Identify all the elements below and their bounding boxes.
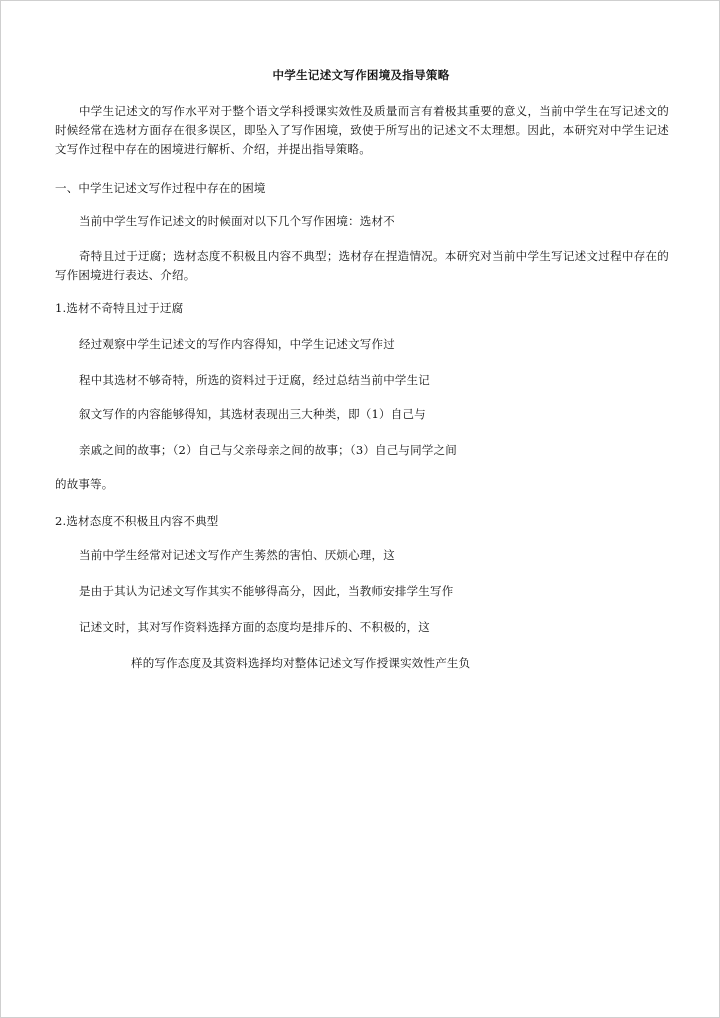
document-title: 中学生记述文写作困境及指导策略 bbox=[272, 68, 450, 82]
section-1-paragraph-2: 奇特且过于迂腐；选材态度不积极且内容不典型；选材存在捏造情况。本研究对当前中学生写记述文过程中存在的写作困境进行表达、介绍。 bbox=[55, 249, 669, 282]
subsection-2-heading: 2.选材态度不积极且内容不典型 bbox=[55, 514, 219, 528]
section-1-heading: 一、中学生记述文写作过程中存在的困境 bbox=[55, 181, 266, 195]
subsection-1-heading: 1.选材不奇特且过于迂腐 bbox=[55, 301, 184, 315]
subsection-2-line-4: 样的写作态度及其资料选择均对整体记述文写作授课实效性产生负 bbox=[131, 656, 471, 670]
subsection-2-line-3: 记述文时，其对写作资料选择方面的态度均是排斥的、不积极的，这 bbox=[79, 620, 430, 634]
subsection-1-line-5: 的故事等。 bbox=[55, 477, 114, 491]
subsection-1-line-4: 亲戚之间的故事；（2）自己与父亲母亲之间的故事；（3）自己与同学之间 bbox=[79, 443, 457, 457]
subsection-2-line-2: 是由于其认为记述文写作其实不能够得高分，因此，当教师安排学生写作 bbox=[79, 584, 454, 598]
intro-paragraph: 中学生记述文的写作水平对于整个语文学科授课实效性及质量而言有着极其重要的意义，当前中学生在写记述文的时候经常在选材方面存在很多误区，即坠入了写作困境，致使于所写出的记述文不太理想。因此，本研究对中学生记述文写作过程中存在的困境进行解析、介绍，并提出指导策略。 bbox=[55, 104, 669, 156]
subsection-1-line-2: 程中其选材不够奇特，所选的资料过于迂腐，经过总结当前中学生记 bbox=[79, 373, 430, 387]
subsection-2-line-1: 当前中学生经常对记述文写作产生莠然的害怕、厌烦心理，这 bbox=[79, 548, 395, 562]
subsection-1-line-3: 叙文写作的内容能够得知，其选材表现出三大种类，即（1）自己与 bbox=[79, 407, 426, 421]
subsection-1-line-1: 经过观察中学生记述文的写作内容得知，中学生记述文写作过 bbox=[79, 337, 395, 351]
section-1-line-1: 当前中学生写作记述文的时候面对以下几个写作困境：选材不 bbox=[79, 214, 395, 228]
